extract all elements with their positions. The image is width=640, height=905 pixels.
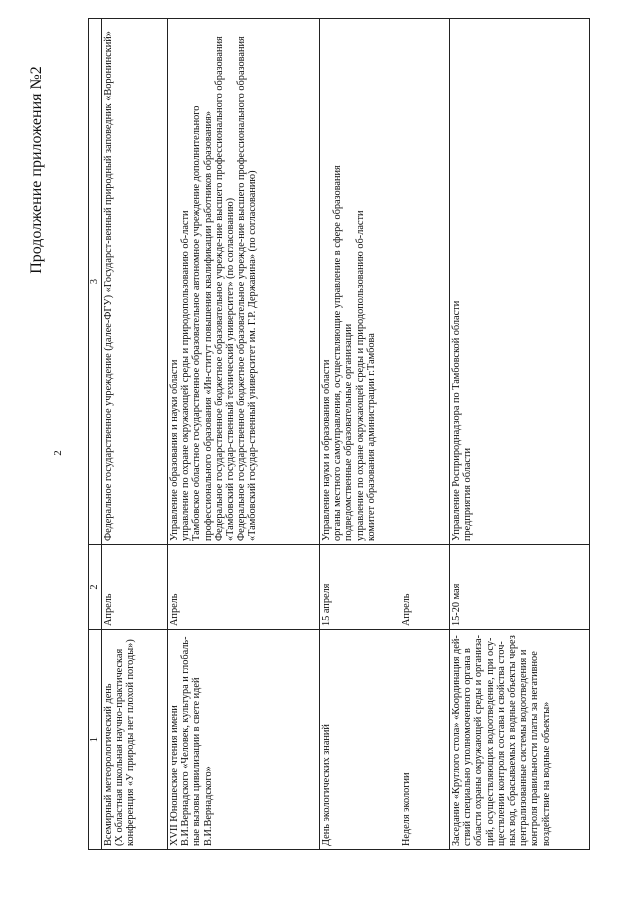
event-text: XVII Юношеские чтения имени В.И.Вернадского «Человек, культура и глобаль-ные вызовы цивилизации в свете идей В.И.Вернадского»	[169, 636, 214, 846]
column-header-1: 1	[89, 630, 102, 850]
event-cell	[450, 630, 590, 850]
event-cell	[320, 630, 450, 850]
table-row	[450, 19, 590, 850]
table-row	[320, 19, 450, 850]
organizer-text: Федеральное государственное бюджетное образовательное учрежде-ние высшего профессионального образования «Тамбовский государ-ственный университет им. Г.Р. Державина» (по согласованию)	[236, 36, 259, 541]
date-text: 15 апреля	[321, 583, 332, 626]
event-cell	[102, 630, 168, 850]
organizer-text: Управление образования и науки области	[169, 359, 180, 541]
organizer-text: управление по охране окружающей среды и природопользованию об-ласти	[180, 210, 192, 541]
event-text: День экологических знаний	[321, 724, 332, 846]
organizer-text: Федеральное государственное учреждение (далее-ФГУ) «Государст-венный природный заповедник «Воронинский»	[103, 31, 114, 541]
organizer-text: Управление Росприроднадзора по Тамбовской области	[451, 300, 462, 541]
date-text: Апрель	[169, 593, 180, 626]
column-header-3: 3	[89, 19, 102, 545]
organizer-text: комитет образования администрации г.Тамбова	[365, 333, 377, 541]
date-text: Апрель	[401, 593, 413, 626]
organizer-text: Управление науки и образования области	[321, 359, 332, 541]
event-cell	[168, 630, 320, 850]
organizer-text: Федеральное государственное бюджетное образовательное учрежде-ние высшего профессионального образования «Тамбовский государ-ственный технический университет» (по согласованию)	[213, 36, 237, 541]
date-text: Апрель	[103, 593, 114, 626]
page-number: 2	[52, 450, 64, 456]
event-text: Заседание «Круглого стола» «Координация дей-ствий специально уполномоченного органа в области охраны окружающей среды и организа-ций, осуществляющих водоотведение, при осу-ществлении контроля состава и свойства сточ-ных вод, сбрасываемых в водные объекты через централизованные системы водоотведения и контроля правильности платы за негативное воздействие на водные объекты»	[451, 634, 552, 846]
event-text: Всемирный метеорологический день	[103, 683, 114, 846]
organizer-text: управление по охране окружающей среды и природопользованию об-ласти	[354, 210, 366, 541]
date-cell	[168, 545, 320, 630]
date-cell	[450, 545, 590, 630]
appendix-title: Продолжение приложения №2	[28, 66, 45, 274]
event-text: Неделя экологии	[401, 772, 413, 846]
table-header-row	[89, 19, 102, 850]
organizer-text: подведомственные образовательные организации	[343, 323, 355, 541]
date-cell	[102, 545, 168, 630]
events-table	[88, 18, 590, 850]
date-text: 15-20 мая	[451, 583, 462, 626]
table-row	[102, 19, 168, 850]
column-header-2: 2	[89, 545, 102, 630]
organizer-text: предприятия области	[462, 448, 474, 541]
organizer-cell	[168, 19, 320, 545]
date-cell	[320, 545, 450, 630]
document-table-container	[88, 31, 585, 850]
organizer-cell	[102, 19, 168, 545]
organizer-cell	[450, 19, 590, 545]
organizer-text: органы местного самоуправления, осуществляющие управление в сфере образования	[332, 165, 344, 541]
organizer-cell	[320, 19, 450, 545]
organizer-text: Тамбовское областное государственное образовательное автономное учреждение дополнительного профессионального образования «Ин-ститут повышения квалификации работников образования»	[191, 105, 214, 541]
event-text: (X областная школьная научно-практическая конференция «У природы нет плохой погоды»)	[114, 639, 137, 846]
table-row	[168, 19, 320, 850]
